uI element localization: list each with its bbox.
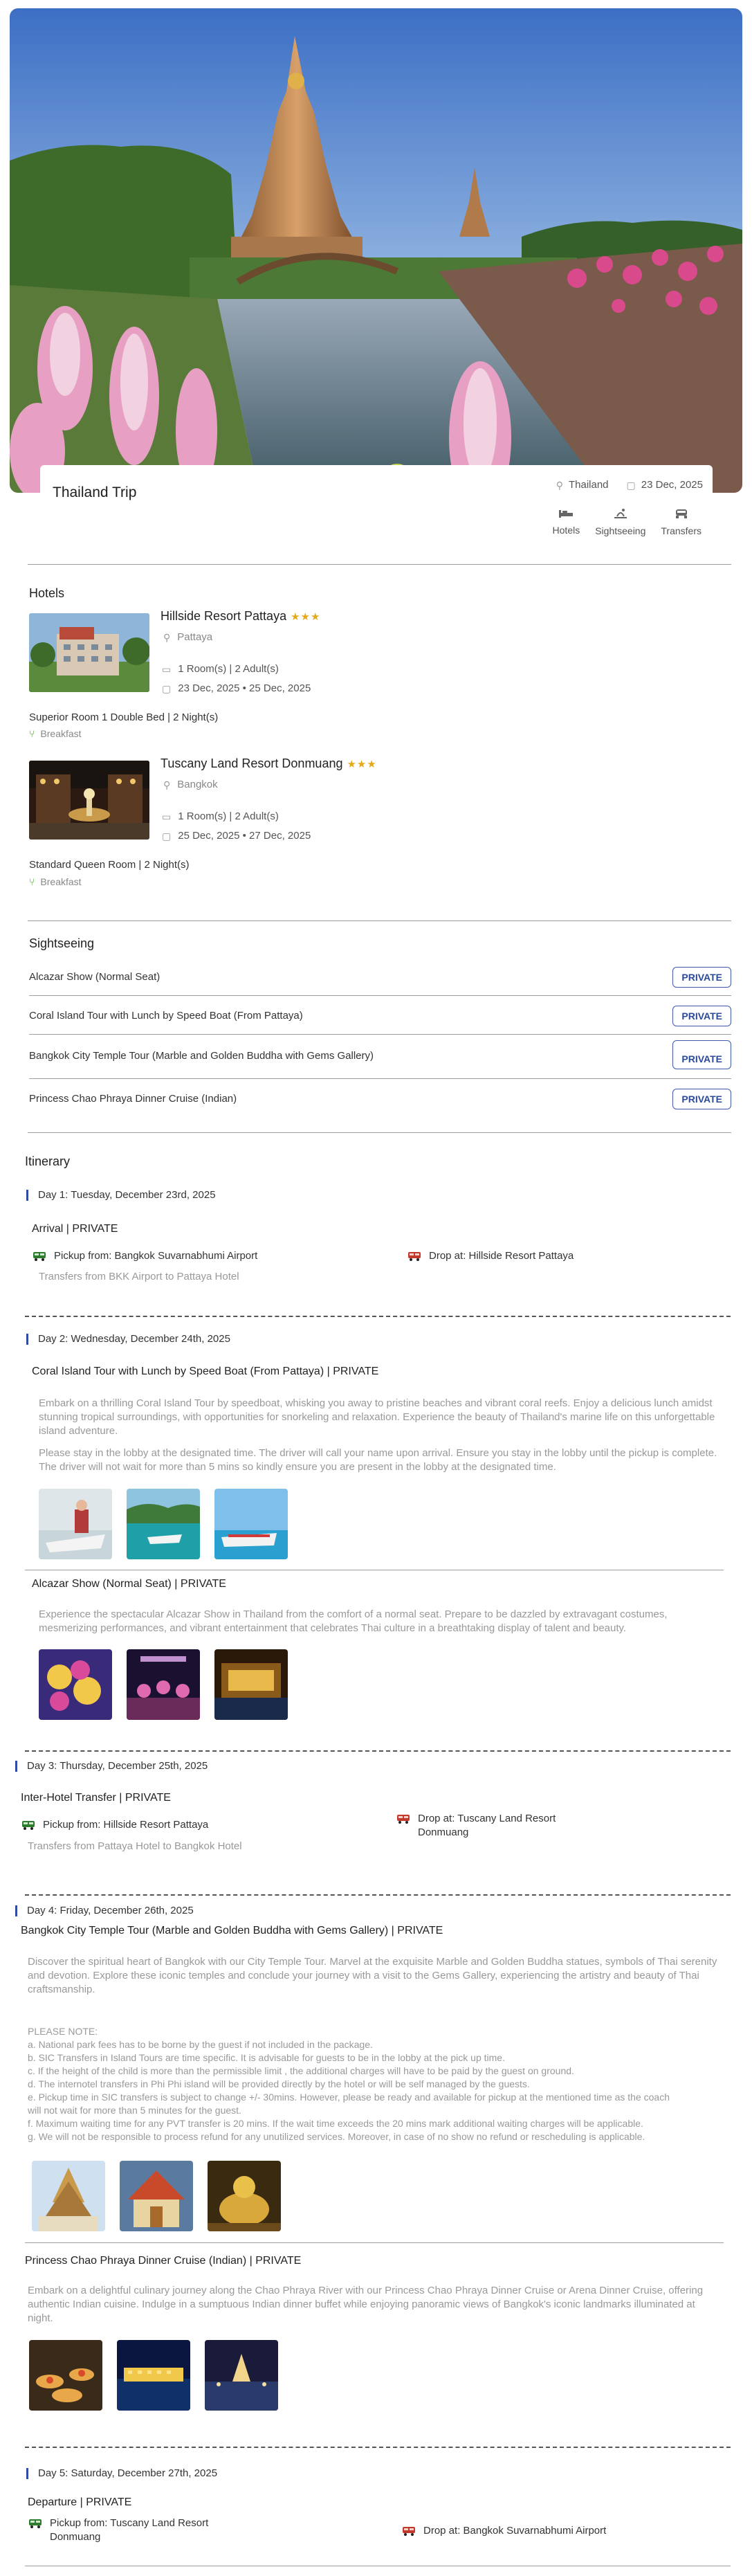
activity-title: Princess Chao Phraya Dinner Cruise (Indian) | PRIVATE: [25, 2255, 302, 2267]
note-line: a. National park fees has to be borne by the guest if not included in the package.: [28, 2039, 373, 2050]
sightseeing-row[interactable]: [29, 996, 731, 1035]
description-line: Experience the spectacular Alcazar Show in Thailand from the comfort of a normal seat. Prepare to be dazzled by extravagant costumes,: [39, 1608, 668, 1620]
hotel-dates: [162, 830, 311, 842]
description-line: craftsmanship.: [28, 1984, 95, 1995]
day-header: Day 3: Thursday, December 25th, 2025: [15, 1761, 208, 1772]
meal-plan-label: Breakfast: [40, 876, 82, 887]
activity-title: Inter-Hotel Transfer | PRIVATE: [21, 1792, 171, 1804]
activity-instructions: [39, 1446, 724, 1474]
hotels-title: Hotels: [29, 586, 65, 600]
car-icon: [674, 508, 689, 521]
activity-title: Coral Island Tour with Lunch by Speed Boat (From Pattaya) | PRIVATE: [32, 1366, 379, 1377]
activity-photo[interactable]: [39, 1649, 112, 1720]
star-rating: ★★★: [291, 611, 321, 623]
activity-photo[interactable]: [32, 2161, 105, 2231]
trip-country-label: Thailand: [568, 479, 609, 491]
calendar-icon: ▢: [162, 682, 172, 694]
sightseeing-name: Alcazar Show (Normal Seat): [29, 971, 161, 983]
location-pin-icon: ⚲: [163, 779, 171, 790]
hotel-occupancy: [162, 663, 279, 675]
description-line: Discover the spiritual heart of Bangkok with our City Temple Tour. Marvel at the exquisite Marble and Golden Buddha statues, symbols of Thai serenity: [28, 1956, 717, 1968]
activity-description: [39, 1397, 724, 1438]
note-line: b. SIC Transfers in Island Tours are time specific. It is advisable for guests to be in the lobby at the pick up time.: [28, 2052, 505, 2063]
activity-photo[interactable]: [214, 1489, 288, 1559]
bus-icon: [407, 1251, 422, 1261]
meal-plan: [29, 728, 82, 739]
activity-photo[interactable]: [29, 2340, 102, 2411]
sightseeing-name: Bangkok City Temple Tour (Marble and Golden Buddha with Gems Gallery): [29, 1050, 374, 1062]
bus-icon: [32, 1251, 47, 1261]
meal-plan-label: Breakfast: [40, 728, 82, 739]
sightseeing-title: Sightseeing: [29, 936, 95, 950]
activity-title: Alcazar Show (Normal Seat) | PRIVATE: [32, 1578, 226, 1590]
drop-label: Drop at: Hillside Resort Pattaya: [429, 1250, 574, 1262]
trip-country: [556, 479, 609, 491]
drop-label-line: Donmuang: [418, 1826, 469, 1838]
activity-photo[interactable]: [205, 2340, 278, 2411]
private-badge[interactable]: PRIVATE: [672, 1006, 731, 1026]
day-separator: [25, 2447, 731, 2448]
trip-services: [553, 508, 701, 536]
description-line: Please stay in the lobby at the designated time. The driver will call your name upon arrival. Ensure you stay in the lobby until the pickup is complete.: [39, 1447, 717, 1459]
trip-date: [627, 479, 703, 491]
sightseeing-row[interactable]: [29, 1035, 731, 1079]
note-line: c. If the height of the child is more than the permissible limit , the additional charges will have to be paid by the guest on ground.: [28, 2065, 574, 2076]
divider: [28, 564, 731, 565]
drop-info: [396, 1812, 556, 1840]
bus-icon: [28, 2519, 43, 2528]
pickup-label-line: Pickup from: Tuscany Land Resort: [50, 2517, 209, 2529]
calendar-icon: ▢: [626, 479, 636, 491]
note-line: g. We will not be responsible to process refund for any unutilized services. Moreover, in case of no show no refund or rescheduling is applicable.: [28, 2131, 645, 2142]
room-type: Standard Queen Room | 2 Night(s): [29, 859, 190, 871]
divider: [28, 920, 731, 921]
private-badge[interactable]: PRIVATE: [672, 1089, 731, 1109]
drop-label: [418, 1812, 556, 1840]
service-hotels[interactable]: [553, 508, 580, 536]
please-note: [28, 2025, 726, 2143]
drop-info: [407, 1249, 574, 1263]
description-line: Embark on a thrilling Coral Island Tour by speedboat, whisking you away to pristine beaches and vibrant coral reefs. Enjoy a delicious lunch amidst: [39, 1397, 713, 1409]
note-line: d. The internotel transfers in Phi Phi island will be provided directly by the hotel or will be self managed by the guests.: [28, 2078, 530, 2089]
hotel-occupancy-label: 1 Room(s) | 2 Adult(s): [178, 663, 279, 675]
calendar-icon: ▢: [162, 830, 172, 842]
activity-photo[interactable]: [214, 1649, 288, 1720]
activity-description: [28, 2284, 726, 2325]
hotel-name[interactable]: [161, 609, 320, 624]
fork-knife-icon: ⑂: [29, 876, 35, 887]
sightseeing-icon: [613, 508, 628, 521]
day-separator: [25, 1750, 731, 1752]
day-header: Day 2: Wednesday, December 24th, 2025: [26, 1334, 230, 1345]
hotel-dates: [162, 682, 311, 694]
service-sightseeing[interactable]: [595, 508, 645, 536]
hotel-image: [29, 613, 149, 692]
day-separator: [25, 1316, 731, 1317]
activity-title: Departure | PRIVATE: [28, 2496, 132, 2508]
itinerary-title: Itinerary: [25, 1154, 71, 1168]
sightseeing-row[interactable]: [29, 957, 731, 996]
divider: [28, 1132, 731, 1133]
description-line: authentic Indian cuisine. Indulge in a sumptuous Indian dinner buffet while enjoying panoramic views of Bangkok's iconic landmarks illuminated at: [28, 2298, 695, 2310]
pickup-info: [28, 2516, 208, 2544]
trip-date-label: 23 Dec, 2025: [641, 479, 703, 491]
day-header: Day 1: Tuesday, December 23rd, 2025: [26, 1190, 216, 1201]
bus-icon: [396, 1814, 411, 1824]
sightseeing-name: Princess Chao Phraya Dinner Cruise (Indian): [29, 1093, 237, 1105]
activity-divider: [25, 2242, 724, 2243]
service-hotels-label: Hotels: [552, 525, 580, 536]
pickup-info: [21, 1818, 208, 1832]
pickup-info: [32, 1249, 257, 1263]
hotel-dates-label: 23 Dec, 2025 • 25 Dec, 2025: [178, 682, 311, 694]
hotel-name-label: Tuscany Land Resort Donmuang: [161, 756, 343, 770]
description-line: and devotion. Explore these iconic temples and conclude your journey with a visit to the Gems Gallery, experiencing the artistry and beauty of Thai: [28, 1970, 699, 1981]
fork-knife-icon: ⑂: [29, 728, 35, 739]
bed-icon: ▭: [162, 810, 172, 822]
service-sightseeing-label: Sightseeing: [595, 525, 646, 536]
sightseeing-row[interactable]: [29, 1079, 731, 1118]
trip-summary-card: [40, 465, 713, 562]
drop-label: Drop at: Bangkok Suvarnabhumi Airport: [423, 2525, 607, 2537]
day-separator: [25, 1894, 731, 1896]
note-line: PLEASE NOTE:: [28, 2026, 98, 2037]
activity-photo[interactable]: [208, 2161, 281, 2231]
activity-photo[interactable]: [127, 1489, 200, 1559]
activity-description: [28, 1955, 726, 1997]
hotel-location-label: Pattaya: [177, 631, 213, 643]
pickup-label: Pickup from: Hillside Resort Pattaya: [43, 1819, 209, 1831]
location-pin-icon: ⚲: [556, 479, 563, 491]
hotel-location: [163, 779, 218, 790]
hotel-location: [163, 631, 212, 643]
transfer-description: Transfers from BKK Airport to Pattaya Hotel: [39, 1271, 239, 1282]
description-line: mesmerizing performances, and vibrant entertainment that celebrates Thai culture in a breathtaking display of talent and beauty.: [39, 1622, 627, 1634]
pickup-label: Pickup from: Bangkok Suvarnabhumi Airport: [54, 1250, 258, 1262]
day-header: Day 5: Saturday, December 27th, 2025: [26, 2468, 217, 2479]
description-line: stunning tropical surroundings, with opportunities for snorkeling and relaxation. Experience the beauty of Thailand's marine life on this unforgettable: [39, 1411, 715, 1423]
drop-info: [401, 2524, 606, 2538]
bed-icon: [558, 508, 574, 520]
hotel-location-label: Bangkok: [177, 779, 218, 790]
description-line: The driver will not wait for more than 5 mins so kindly ensure you are present in the lobby at the designated time.: [39, 1461, 556, 1473]
activity-photo[interactable]: [120, 2161, 193, 2231]
sightseeing-name: Coral Island Tour with Lunch by Speed Boat (From Pattaya): [29, 1010, 303, 1022]
service-transfers[interactable]: [661, 508, 701, 536]
hotel-occupancy: [162, 810, 279, 822]
hotel-occupancy-label: 1 Room(s) | 2 Adult(s): [178, 810, 279, 822]
hotel-image: [29, 761, 149, 840]
drop-label-line: Drop at: Tuscany Land Resort: [418, 1813, 556, 1824]
note-line: f. Maximum waiting time for any PVT transfer is 20 mins. If the wait time exceeds the 20 mins mark additional waiting charges will be applicable.: [28, 2118, 643, 2129]
activity-photo[interactable]: [127, 1649, 200, 1720]
note-line: will not wait for more than 5 minutes for the guest.: [28, 2105, 241, 2116]
private-badge[interactable]: PRIVATE: [672, 1040, 731, 1069]
description-line: Embark on a delightful culinary journey along the Chao Phraya River with our Princess Chao Phraya Dinner Cruise or Arena Dinner Cruise, offering: [28, 2285, 704, 2296]
bus-icon: [401, 2526, 416, 2536]
pickup-label: [50, 2516, 208, 2544]
transfer-description: Transfers from Pattaya Hotel to Bangkok Hotel: [28, 1840, 242, 1852]
activity-photo[interactable]: [39, 1489, 112, 1559]
meal-plan: [29, 876, 82, 887]
day-header: Day 4: Friday, December 26th, 2025: [15, 1905, 194, 1916]
hotel-name[interactable]: [161, 756, 377, 771]
description-line: island adventure.: [39, 1425, 118, 1437]
private-badge[interactable]: PRIVATE: [672, 967, 731, 988]
bed-icon: ▭: [162, 663, 172, 675]
service-transfers-label: Transfers: [661, 525, 701, 536]
trip-meta: [556, 479, 703, 491]
hero-image: [10, 8, 742, 493]
hotel-dates-label: 25 Dec, 2025 • 27 Dec, 2025: [178, 830, 311, 842]
activity-title: Bangkok City Temple Tour (Marble and Golden Buddha with Gems Gallery) | PRIVATE: [21, 1925, 443, 1936]
hotel-name-label: Hillside Resort Pattaya: [161, 609, 287, 623]
trip-title: Thailand Trip: [53, 484, 137, 500]
note-line: e. Pickup time in SIC transfers is subject to change +/- 30mins. However, please be ready and available for pickup at the mentioned time as the coach: [28, 2092, 670, 2103]
description-line: night.: [28, 2312, 53, 2324]
pickup-label-line: Donmuang: [50, 2531, 101, 2543]
activity-description: [39, 1608, 724, 1635]
activity-photo[interactable]: [117, 2340, 190, 2411]
room-type: Superior Room 1 Double Bed | 2 Night(s): [29, 711, 219, 723]
star-rating: ★★★: [347, 759, 377, 770]
bus-icon: [21, 1820, 36, 1830]
activity-title: Arrival | PRIVATE: [32, 1223, 118, 1235]
location-pin-icon: ⚲: [163, 631, 171, 643]
